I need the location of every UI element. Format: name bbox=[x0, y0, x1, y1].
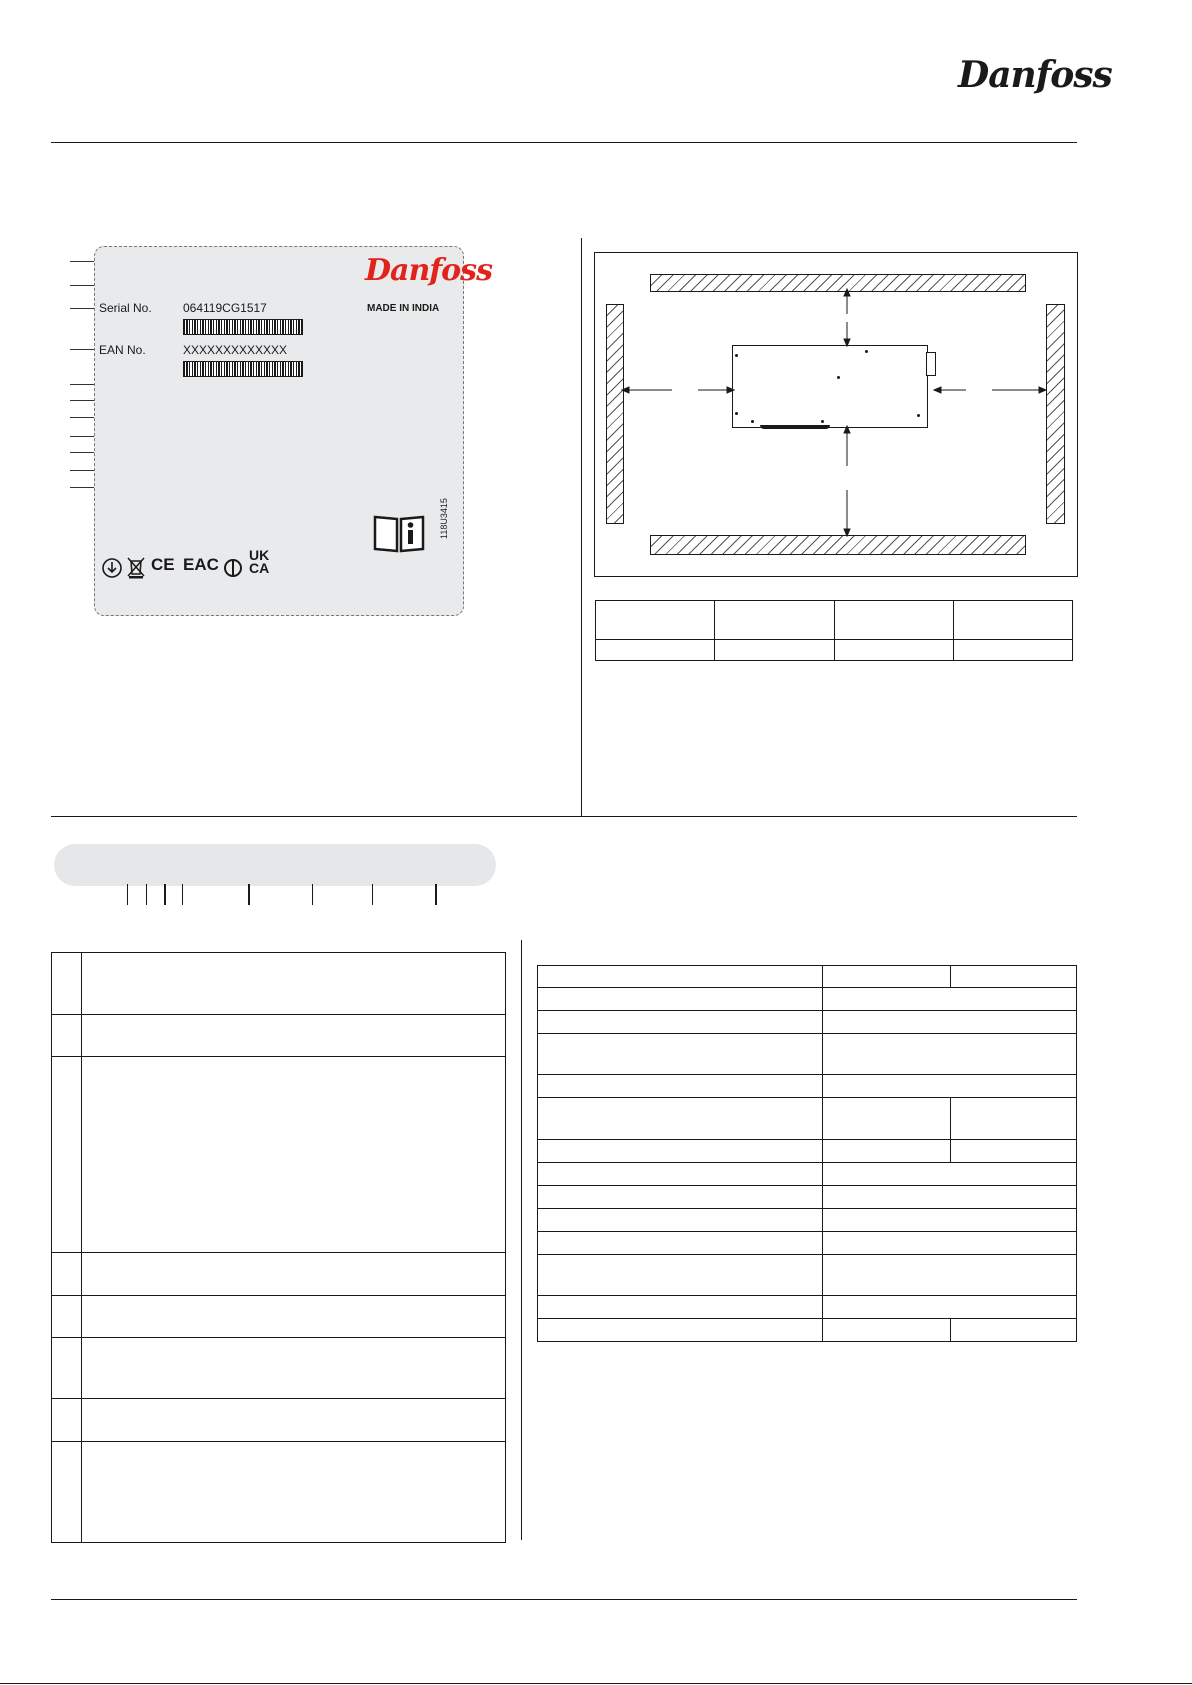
table-cell bbox=[52, 1399, 82, 1442]
table-cell bbox=[82, 1015, 506, 1057]
clearance-arrows bbox=[594, 252, 1078, 577]
table-cell bbox=[538, 988, 823, 1011]
made-in-label: MADE IN INDIA bbox=[367, 303, 440, 314]
table-cell bbox=[538, 1186, 823, 1209]
table-cell bbox=[834, 601, 953, 640]
table-cell bbox=[823, 1232, 1077, 1255]
ce-mark: CE bbox=[151, 555, 175, 574]
table-cell bbox=[596, 601, 715, 640]
table-cell bbox=[823, 1098, 951, 1140]
type-code-tick bbox=[146, 884, 147, 905]
logo-wordmark: Danfoss bbox=[958, 54, 1112, 96]
type-code-bar bbox=[54, 844, 496, 886]
table-cell bbox=[823, 1075, 1077, 1098]
table-cell bbox=[823, 1140, 951, 1163]
table-cell bbox=[82, 1296, 506, 1338]
ean-label: EAN No. bbox=[99, 343, 146, 357]
table-cell bbox=[596, 640, 715, 661]
label-brand-logo: Danfoss bbox=[365, 253, 492, 288]
header-rule bbox=[51, 142, 1077, 143]
type-code-tick bbox=[435, 884, 437, 905]
table-cell bbox=[538, 1232, 823, 1255]
table-cell bbox=[52, 1296, 82, 1338]
table-cell bbox=[823, 1296, 1077, 1319]
table-cell bbox=[538, 1075, 823, 1098]
table-cell bbox=[52, 1057, 82, 1253]
recycle-icon bbox=[101, 557, 123, 579]
table-cell bbox=[951, 1319, 1077, 1342]
table-cell bbox=[823, 1163, 1077, 1186]
table-cell bbox=[52, 1442, 82, 1543]
table-cell bbox=[52, 1253, 82, 1296]
table-cell bbox=[82, 1399, 506, 1442]
type-code-tick bbox=[127, 884, 128, 905]
table-cell bbox=[538, 1319, 823, 1342]
table-cell bbox=[538, 1163, 823, 1186]
table-cell bbox=[538, 1296, 823, 1319]
table-cell bbox=[52, 1338, 82, 1399]
table-cell bbox=[538, 1140, 823, 1163]
table-cell bbox=[82, 1338, 506, 1399]
type-code-tick bbox=[312, 884, 313, 905]
section-divider bbox=[581, 238, 582, 816]
table-cell bbox=[823, 1186, 1077, 1209]
footer-rule bbox=[51, 1599, 1077, 1600]
table-cell bbox=[953, 601, 1072, 640]
type-code-tick bbox=[248, 884, 250, 905]
table-cell bbox=[834, 640, 953, 661]
doc-code: 118U3415 bbox=[439, 498, 449, 539]
table-cell bbox=[52, 1015, 82, 1057]
eac-mark: EAC bbox=[183, 555, 219, 574]
ean-barcode bbox=[183, 361, 303, 377]
table-cell bbox=[823, 1209, 1077, 1232]
table-cell bbox=[951, 966, 1077, 988]
table-cell bbox=[52, 953, 82, 1015]
table-cell bbox=[823, 988, 1077, 1011]
type-code-tick bbox=[182, 884, 183, 905]
type-code-tick bbox=[372, 884, 373, 905]
table-cell bbox=[538, 1098, 823, 1140]
table-cell bbox=[951, 1098, 1077, 1140]
table-cell bbox=[538, 1011, 823, 1034]
table-cell bbox=[538, 1209, 823, 1232]
table-cell bbox=[82, 1253, 506, 1296]
serial-value: 064119CG1517 bbox=[183, 301, 267, 315]
weee-bin-icon bbox=[127, 557, 145, 579]
table-cell bbox=[538, 1255, 823, 1296]
table-cell bbox=[715, 601, 834, 640]
type-code-tick bbox=[164, 884, 166, 905]
table-cell bbox=[823, 1319, 951, 1342]
table-cell bbox=[953, 640, 1072, 661]
ean-value: XXXXXXXXXXXXX bbox=[183, 343, 288, 357]
table-cell bbox=[82, 1442, 506, 1543]
table-cell bbox=[82, 953, 506, 1015]
danfoss-logo bbox=[958, 54, 1112, 100]
table-cell bbox=[823, 1011, 1077, 1034]
table-cell bbox=[951, 1140, 1077, 1163]
serial-barcode bbox=[183, 319, 303, 335]
specifications-table bbox=[537, 965, 1077, 1342]
page-bottom-rule bbox=[0, 1683, 1192, 1684]
clearance-table bbox=[595, 600, 1073, 661]
table-cell bbox=[823, 966, 951, 988]
read-manual-icon bbox=[373, 513, 425, 553]
table-cell bbox=[538, 966, 823, 988]
table-cell bbox=[823, 1255, 1077, 1296]
column-divider bbox=[521, 940, 522, 1540]
ukca-mark: UK CA bbox=[249, 547, 270, 576]
table-cell bbox=[82, 1057, 506, 1253]
section-rule bbox=[51, 816, 1077, 817]
type-code-table bbox=[51, 952, 506, 1543]
table-cell bbox=[823, 1034, 1077, 1075]
rcm-mark-icon bbox=[223, 557, 243, 579]
nameplate-label bbox=[94, 246, 492, 616]
table-cell bbox=[538, 1034, 823, 1075]
serial-label: Serial No. bbox=[99, 301, 152, 315]
table-cell bbox=[715, 640, 834, 661]
